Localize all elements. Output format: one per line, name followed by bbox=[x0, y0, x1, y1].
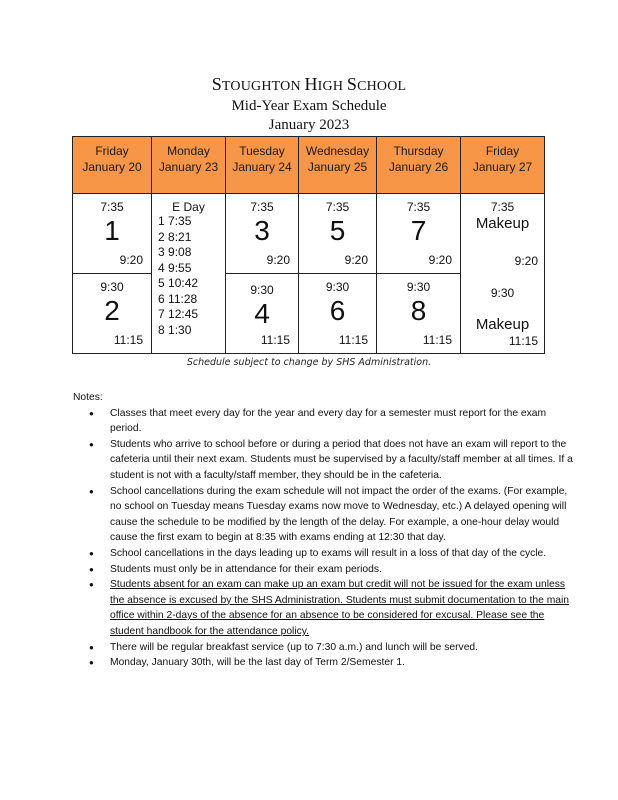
slot-start-time: 9:30 bbox=[100, 280, 124, 294]
column-day: Friday bbox=[95, 144, 129, 158]
column-date: January 20 bbox=[82, 160, 142, 174]
column-day: Wednesday bbox=[305, 144, 370, 158]
column-day: Monday bbox=[167, 144, 210, 158]
column-date: January 23 bbox=[158, 160, 219, 174]
exam-slot bbox=[226, 274, 299, 354]
slot-end-time: 11:15 bbox=[113, 333, 143, 347]
eday-period: 1 7:35 bbox=[158, 214, 192, 228]
slot-end-time: 11:15 bbox=[338, 333, 368, 347]
notes-label: Notes: bbox=[73, 392, 103, 403]
schedule-date: January 2023 bbox=[268, 117, 350, 133]
exam-number: 8 bbox=[410, 295, 427, 326]
note-item: ● Monday, January 30th, will be the last day of Term 2/Semester 1. bbox=[73, 655, 573, 671]
column-header bbox=[152, 137, 226, 194]
makeup-day bbox=[461, 194, 545, 354]
slot-start-time: 9:30 bbox=[325, 280, 350, 294]
column-date: January 25 bbox=[307, 160, 368, 174]
slot-end-time: 9:20 bbox=[344, 253, 368, 267]
slot-end-time: 9:20 bbox=[514, 254, 538, 268]
exam-slot bbox=[299, 194, 377, 274]
exam-slot bbox=[377, 194, 461, 274]
eday-period: 2 8:21 bbox=[158, 229, 192, 244]
exam-number: 7 bbox=[410, 215, 427, 246]
column-day: Thursday bbox=[393, 144, 444, 158]
schedule-subtitle: Mid-Year Exam Schedule bbox=[231, 98, 387, 114]
notes-section bbox=[73, 390, 573, 671]
schedule-caption: Schedule subject to change by SHS Administration. bbox=[186, 357, 432, 368]
note-item: ● School cancellations in the days leading up to exams will result in a loss of that day of the cycle. bbox=[73, 546, 573, 562]
slot-start-time: 7:35 bbox=[100, 200, 124, 214]
school-name-part: TOUGHTON bbox=[221, 79, 305, 94]
eday-period: 4 9:55 bbox=[158, 260, 192, 275]
exam-slot bbox=[377, 274, 461, 354]
eday-title: E Day bbox=[172, 200, 205, 214]
note-item: ● There will be regular breakfast service (up to 7:30 a.m.) and lunch will be served. bbox=[73, 640, 573, 656]
table-row-morning bbox=[73, 194, 545, 274]
school-name-initial: S bbox=[211, 74, 222, 94]
column-header bbox=[226, 137, 299, 194]
eday-period: 7 12:45 bbox=[158, 307, 199, 321]
exam-number: 3 bbox=[254, 215, 270, 246]
exam-number: 2 bbox=[104, 295, 120, 326]
exam-slot bbox=[299, 274, 377, 354]
note-item: ● School cancellations during the exam schedule will not impact the order of the exams. (For example, no school on Tuesday means Tuesday exams now move to Wednesday, etc.) A delayed opening will cause the schedule to be modified by the length of the delay. For example, a one-hour delay would cause the first exam to begin at 8:35 with exams ending at 12:30 that day. bbox=[73, 484, 573, 546]
note-item: ● Students absent for an exam can make up an exam but credit will not be issued for the exam unless the absence is excused by the SHS Administration. Students must submit documentation to the main office within 2-days of the absence for an absence to be considered for excusal. Please see the student handbook for the attendance policy. bbox=[73, 577, 573, 639]
slot-end-time: 11:15 bbox=[422, 333, 452, 347]
school-name-part: IGH bbox=[317, 79, 347, 94]
slot-end-time: 11:15 bbox=[260, 333, 290, 347]
slot-start-time: 9:30 bbox=[250, 283, 274, 297]
note-item: ● Classes that meet every day for the year and every day for a semester must report for the exam period. bbox=[73, 406, 573, 437]
note-item: ● Students must only be in attendance for their exam periods. bbox=[73, 562, 573, 578]
slot-start-time: 9:30 bbox=[490, 286, 515, 300]
exam-slot bbox=[226, 194, 299, 274]
eday-period: 6 11:28 bbox=[158, 291, 198, 306]
eday-period: 3 9:08 bbox=[158, 245, 192, 259]
school-name-part: CHOOL bbox=[357, 79, 407, 94]
column-date: January 27 bbox=[472, 160, 533, 174]
column-day: Tuesday bbox=[239, 144, 285, 158]
school-name-initial: S bbox=[346, 74, 358, 94]
column-header bbox=[299, 137, 377, 194]
eday-period: 8 1:30 bbox=[158, 322, 192, 337]
exam-slot bbox=[73, 194, 152, 274]
slot-end-time: 11:15 bbox=[508, 334, 538, 348]
column-day: Friday bbox=[485, 144, 520, 158]
school-name-initial: H bbox=[304, 74, 318, 94]
slot-end-time: 9:20 bbox=[266, 253, 290, 267]
column-header bbox=[377, 137, 461, 194]
exam-slot bbox=[73, 274, 152, 354]
school-name bbox=[0, 74, 618, 95]
slot-end-time: 9:20 bbox=[119, 253, 143, 267]
slot-start-time: 7:35 bbox=[250, 200, 274, 214]
column-date: January 24 bbox=[232, 160, 292, 174]
table-header-row bbox=[73, 137, 545, 194]
column-header bbox=[73, 137, 152, 194]
exam-number: 4 bbox=[254, 298, 270, 329]
makeup-label: Makeup bbox=[475, 215, 530, 232]
column-header bbox=[461, 137, 545, 194]
exam-number: 6 bbox=[329, 295, 346, 326]
notes-list bbox=[73, 406, 573, 671]
slot-start-time: 7:35 bbox=[490, 200, 515, 214]
slot-start-time: 7:35 bbox=[325, 200, 350, 214]
column-date: January 26 bbox=[388, 160, 449, 174]
exam-number: 1 bbox=[104, 215, 120, 246]
slot-start-time: 9:30 bbox=[406, 280, 431, 294]
exam-number: 5 bbox=[329, 215, 346, 246]
eday-schedule bbox=[152, 194, 226, 354]
makeup-label: Makeup bbox=[475, 316, 530, 333]
slot-end-time: 9:20 bbox=[428, 253, 452, 267]
slot-start-time: 7:35 bbox=[406, 200, 431, 214]
exam-schedule-table bbox=[72, 136, 545, 354]
note-item: ● Students who arrive to school before or during a period that does not have an exam will report to the cafeteria until their next exam. Students must be supervised by a faculty/staff member at all times. If a student is not with a faculty/staff member, they should be in the cafeteria. bbox=[73, 437, 573, 484]
eday-period: 5 10:42 bbox=[158, 276, 199, 290]
